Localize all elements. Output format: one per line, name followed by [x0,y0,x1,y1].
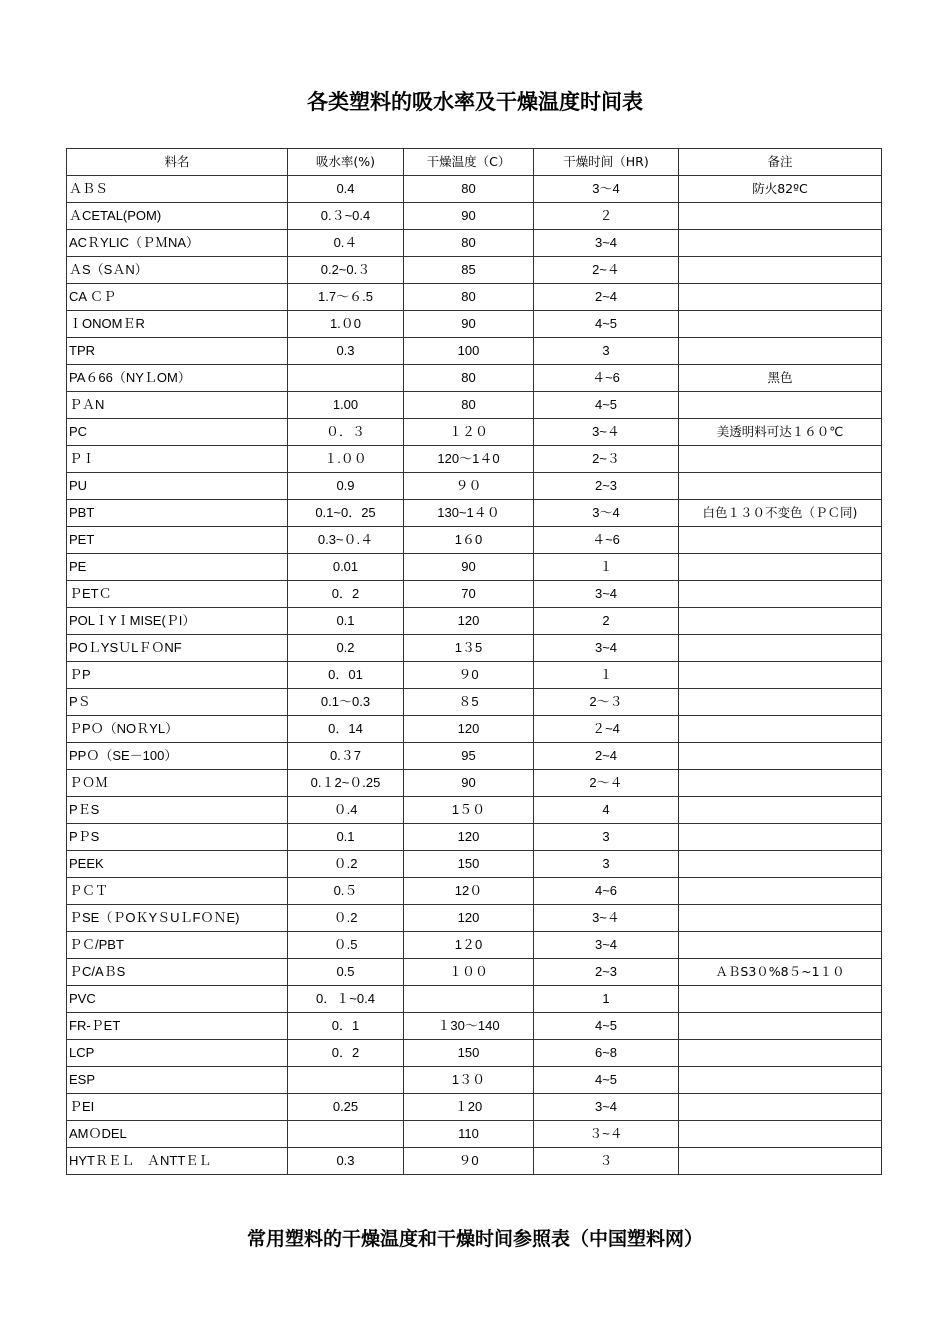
header-drying-time: 干燥时间（HR) [534,149,679,176]
drying-temperature: ８5 [404,689,534,716]
water-absorption: 0.５ [288,878,404,905]
drying-time: 2~4 [534,743,679,770]
water-absorption: 1.０0 [288,311,404,338]
drying-time: 2～４ [534,770,679,797]
drying-time: ３~４ [534,1121,679,1148]
remarks [679,1040,882,1067]
water-absorption: 0．2 [288,1040,404,1067]
remarks [679,257,882,284]
table-row [67,527,882,554]
material-name: ＩONOMＥR [67,311,288,338]
material-name: PＳ [67,689,288,716]
remarks [679,662,882,689]
table-row [67,473,882,500]
water-absorption: １.００ [288,446,404,473]
section-subtitle: 常用塑料的干燥温度和干燥时间参照表（中国塑料网） [246,1228,703,1250]
drying-time: 3~4 [534,230,679,257]
drying-temperature: 120 [404,905,534,932]
remarks [679,338,882,365]
remarks [679,1013,882,1040]
water-absorption: ０.2 [288,905,404,932]
remarks [679,743,882,770]
remarks [679,473,882,500]
drying-time: ４~6 [534,527,679,554]
material-name: PＥS [67,797,288,824]
header-absorption: 吸水率(%) [288,149,404,176]
remarks [679,851,882,878]
remarks [679,527,882,554]
table-row [67,1121,882,1148]
table-row [67,230,882,257]
remarks [679,581,882,608]
drying-time: 2~４ [534,257,679,284]
header-drying-temperature: 干燥温度（C） [404,149,534,176]
drying-temperature: 1３０ [404,1067,534,1094]
remarks [679,311,882,338]
table-row [67,392,882,419]
drying-time: 2~3 [534,959,679,986]
table-row [67,1148,882,1175]
water-absorption: 0.1~0．25 [288,500,404,527]
drying-time: 3 [534,338,679,365]
drying-temperature: 1３5 [404,635,534,662]
drying-temperature: ９０ [404,473,534,500]
material-name: CA ＣＰ [67,284,288,311]
drying-time: ２ [534,203,679,230]
drying-time: 4~5 [534,392,679,419]
drying-time: １ [534,554,679,581]
material-name: AMＯDEL [67,1121,288,1148]
drying-temperature: ９0 [404,1148,534,1175]
drying-temperature: 1２0 [404,932,534,959]
drying-time: ２~4 [534,716,679,743]
remarks [679,554,882,581]
remarks: ＡＢS3０%8５~1１０ [679,959,882,986]
drying-time: 3~4 [534,581,679,608]
material-name: ＰＡN [67,392,288,419]
remarks [679,824,882,851]
material-name: ＰＩ [67,446,288,473]
water-absorption: 0.3 [288,338,404,365]
table-row [67,608,882,635]
remarks [679,446,882,473]
table-row [67,770,882,797]
material-name: ＡS（SＡN） [67,257,288,284]
table-row [67,203,882,230]
table-row [67,338,882,365]
drying-temperature: 120 [404,824,534,851]
material-name: ＰEI [67,1094,288,1121]
material-name: ＰＣ/PBT [67,932,288,959]
water-absorption: 1.00 [288,392,404,419]
header-material: 料名 [67,149,288,176]
remarks: 美透明料可达１６０℃ [679,419,882,446]
drying-time: 6~8 [534,1040,679,1067]
table-row [67,716,882,743]
drying-time: 4~5 [534,311,679,338]
table-row [67,500,882,527]
page-title: 各类塑料的吸水率及干燥温度时间表 [307,90,643,114]
water-absorption: 0.9 [288,473,404,500]
drying-temperature: 90 [404,554,534,581]
material-name: PE [67,554,288,581]
material-name: PU [67,473,288,500]
water-absorption [288,1121,404,1148]
drying-time: 3 [534,824,679,851]
drying-temperature: 1６0 [404,527,534,554]
table-body [67,176,882,1175]
water-absorption: ０.4 [288,797,404,824]
table-row [67,446,882,473]
table-row [67,635,882,662]
material-name: ＡCETAL(POM) [67,203,288,230]
drying-temperature: １30～140 [404,1013,534,1040]
water-absorption: 0．14 [288,716,404,743]
water-absorption: 0.１2~０.25 [288,770,404,797]
water-absorption: 0．１~0.4 [288,986,404,1013]
water-absorption: 0．2 [288,581,404,608]
remarks: 黑色 [679,365,882,392]
drying-time: 2~4 [534,284,679,311]
table-row [67,851,882,878]
table-row [67,932,882,959]
drying-time: 3 [534,851,679,878]
drying-temperature: 110 [404,1121,534,1148]
material-name: HYTＲＥＬ ＡNTTＥＬ [67,1148,288,1175]
remarks [679,203,882,230]
drying-time: 3～4 [534,176,679,203]
remarks [679,878,882,905]
drying-time: 4 [534,797,679,824]
drying-temperature: 80 [404,284,534,311]
material-name: POＬYSＵLＦＯNF [67,635,288,662]
water-absorption [288,1067,404,1094]
material-name: ESP [67,1067,288,1094]
water-absorption: 0.25 [288,1094,404,1121]
drying-temperature: 90 [404,311,534,338]
drying-temperature: 70 [404,581,534,608]
remarks [679,635,882,662]
drying-time: ３ [534,1148,679,1175]
material-name: POLＩYＩMISE(ＰI） [67,608,288,635]
material-name: ＰC/AＢS [67,959,288,986]
water-absorption: 0．01 [288,662,404,689]
water-absorption: 0.３7 [288,743,404,770]
material-name: PＰS [67,824,288,851]
drying-temperature: 80 [404,365,534,392]
material-name: LCP [67,1040,288,1067]
table-row [67,581,882,608]
drying-time: 3~4 [534,635,679,662]
water-absorption: 0.3 [288,1148,404,1175]
table-row [67,1040,882,1067]
drying-temperature: 80 [404,392,534,419]
drying-temperature: 95 [404,743,534,770]
drying-temperature: １20 [404,1094,534,1121]
drying-temperature: 80 [404,176,534,203]
water-absorption: 0．1 [288,1013,404,1040]
material-name: TPR [67,338,288,365]
water-absorption: 0.2 [288,635,404,662]
drying-time: 3~４ [534,419,679,446]
remarks [679,1148,882,1175]
remarks [679,932,882,959]
table-row [67,1094,882,1121]
material-name: FR-ＰET [67,1013,288,1040]
water-absorption: 1.7～６.5 [288,284,404,311]
drying-temperature: 120 [404,716,534,743]
drying-time: 2~３ [534,446,679,473]
remarks [679,770,882,797]
material-name: PC [67,419,288,446]
drying-time: 1 [534,986,679,1013]
water-absorption: 0.1～0.3 [288,689,404,716]
remarks [679,986,882,1013]
water-absorption: 0.４ [288,230,404,257]
drying-temperature: 150 [404,1040,534,1067]
remarks [679,1067,882,1094]
drying-temperature: １００ [404,959,534,986]
drying-time: 3~4 [534,932,679,959]
table-row [67,365,882,392]
water-absorption [288,365,404,392]
table-header-row [67,149,882,176]
material-name: ＰP [67,662,288,689]
remarks [679,1094,882,1121]
material-name: ACＲYLIC（ＰＭNA） [67,230,288,257]
table-row [67,689,882,716]
table-row [67,662,882,689]
drying-temperature: ９0 [404,662,534,689]
remarks [679,716,882,743]
drying-temperature: 80 [404,230,534,257]
header-remarks: 备注 [679,149,882,176]
table-row [67,554,882,581]
table-row [67,986,882,1013]
drying-temperature: 150 [404,851,534,878]
drying-time: 2～３ [534,689,679,716]
drying-time: １ [534,662,679,689]
water-absorption: ０.2 [288,851,404,878]
drying-time: 3~４ [534,905,679,932]
water-absorption: 0.5 [288,959,404,986]
material-name: ＰETＣ [67,581,288,608]
drying-temperature: 120 [404,608,534,635]
material-name: PA６66（NYＬOM） [67,365,288,392]
material-name: ＡＢＳ [67,176,288,203]
material-name: PET [67,527,288,554]
drying-temperature: 1５０ [404,797,534,824]
drying-temperature: 12０ [404,878,534,905]
drying-time: 4~5 [534,1067,679,1094]
water-absorption: 0.3~０.４ [288,527,404,554]
drying-temperature: 100 [404,338,534,365]
drying-temperature: 90 [404,770,534,797]
remarks [679,230,882,257]
drying-temperature: 120～1４0 [404,446,534,473]
plastics-drying-table [66,148,882,1175]
water-absorption: 0.4 [288,176,404,203]
material-name: PBT [67,500,288,527]
table-row [67,905,882,932]
material-name: PVC [67,986,288,1013]
water-absorption: 0.1 [288,608,404,635]
table-row [67,797,882,824]
material-name: ＰSE（ＰOＫYＳUＬFＯＮE) [67,905,288,932]
water-absorption: ０.5 [288,932,404,959]
material-name: PPＯ（SE－100） [67,743,288,770]
drying-time: 2~3 [534,473,679,500]
drying-time: 4~6 [534,878,679,905]
remarks [679,392,882,419]
remarks [679,284,882,311]
table-row [67,1067,882,1094]
drying-time: 4~5 [534,1013,679,1040]
remarks [679,1121,882,1148]
table-row [67,1013,882,1040]
table-row [67,257,882,284]
water-absorption: ０．３ [288,419,404,446]
material-name: ＰＯＭ [67,770,288,797]
remarks [679,689,882,716]
water-absorption: 0.1 [288,824,404,851]
drying-temperature: 90 [404,203,534,230]
table-row [67,743,882,770]
drying-temperature: 130~1４０ [404,500,534,527]
material-name: ＰＣＴ [67,878,288,905]
drying-time: 2 [534,608,679,635]
material-name: ＰPＯ（NOＲYL） [67,716,288,743]
remarks [679,905,882,932]
drying-temperature: １２０ [404,419,534,446]
water-absorption: 0.３~0.4 [288,203,404,230]
table-row [67,419,882,446]
table-row [67,824,882,851]
drying-temperature [404,986,534,1013]
table-row [67,176,882,203]
water-absorption: 0.2~0.３ [288,257,404,284]
drying-time: 3~4 [534,1094,679,1121]
water-absorption: 0.01 [288,554,404,581]
material-name: PEEK [67,851,288,878]
remarks: 防火82ºC [679,176,882,203]
remarks [679,608,882,635]
table-row [67,311,882,338]
remarks [679,797,882,824]
remarks: 白色１３０不变色（ＰＣ同) [679,500,882,527]
drying-time: ４~6 [534,365,679,392]
drying-temperature: 85 [404,257,534,284]
table-row [67,878,882,905]
table-row [67,959,882,986]
table-row [67,284,882,311]
drying-time: 3～4 [534,500,679,527]
